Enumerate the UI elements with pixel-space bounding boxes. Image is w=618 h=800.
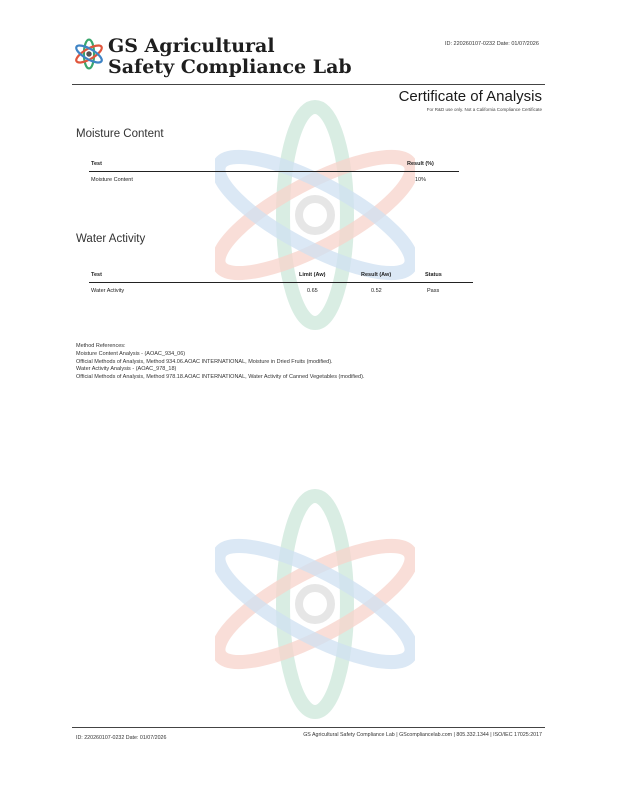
footer-id-date: ID: 220260107-0232 Date: 01/07/2026 [76, 735, 167, 741]
moisture-table [89, 161, 459, 183]
method-line: Official Methods of Analysis, Method 978.18.AOAC INTERNATIONAL, Water Activity of Canned Vegetables (modified). [76, 374, 365, 381]
lab-name-line2: Safety Compliance Lab [108, 56, 352, 78]
cell-result: 0.52 [371, 288, 382, 294]
cell-test: Water Activity [91, 288, 125, 294]
table-row [89, 172, 459, 184]
report-id: ID: 220260107-0232 [445, 41, 496, 47]
moisture-section-title: Moisture Content [76, 128, 164, 140]
column-header-result: Result (%) [405, 161, 459, 172]
table-row [89, 283, 473, 295]
cell-result: 10% [415, 177, 427, 183]
water-activity-table [89, 272, 473, 294]
method-line: Official Methods of Analysis, Method 934.06.AOAC INTERNATIONAL, Moisture in Dried Fruits (modified). [76, 358, 333, 365]
atom-watermark-icon [215, 484, 415, 724]
certificate-title: Certificate of Analysis [398, 88, 542, 105]
column-header-test: Test [89, 272, 297, 283]
cell-limit: 0.65 [307, 288, 318, 294]
lab-name [108, 36, 352, 78]
column-header-status: Status [423, 272, 473, 283]
header-divider [72, 84, 545, 85]
footer-lab-info: GS Agricultural Safety Compliance Lab | GScompliancelab.com | 805.332.1344 | ISO/IEC 17025:2017 [303, 732, 542, 738]
column-header-result: Result (Aw) [359, 272, 423, 283]
report-date: Date: 01/07/2026 [496, 41, 539, 47]
lab-name-line1: GS Agricultural [108, 35, 275, 57]
method-line: Water Activity Analysis - (AOAC_978_18) [76, 366, 177, 373]
method-references-heading: Method References: [76, 343, 126, 349]
table-header-row [89, 161, 459, 172]
table-header-row [89, 272, 473, 283]
column-header-limit: Limit (Aw) [297, 272, 359, 283]
water-activity-section-title: Water Activity [76, 233, 146, 245]
column-header-test: Test [89, 161, 405, 172]
method-line: Moisture Content Analysis - (AOAC_934_06) [76, 350, 186, 357]
method-references [76, 343, 364, 382]
atom-icon [72, 37, 106, 71]
report-id-date [445, 41, 539, 47]
atom-watermark-icon [215, 95, 415, 335]
certificate-subtitle: For R&D use only. Not a California Compliance Certificate [426, 107, 542, 112]
cell-test: Moisture Content [91, 177, 133, 183]
footer-divider [72, 727, 545, 728]
cell-status: Pass [427, 288, 440, 294]
